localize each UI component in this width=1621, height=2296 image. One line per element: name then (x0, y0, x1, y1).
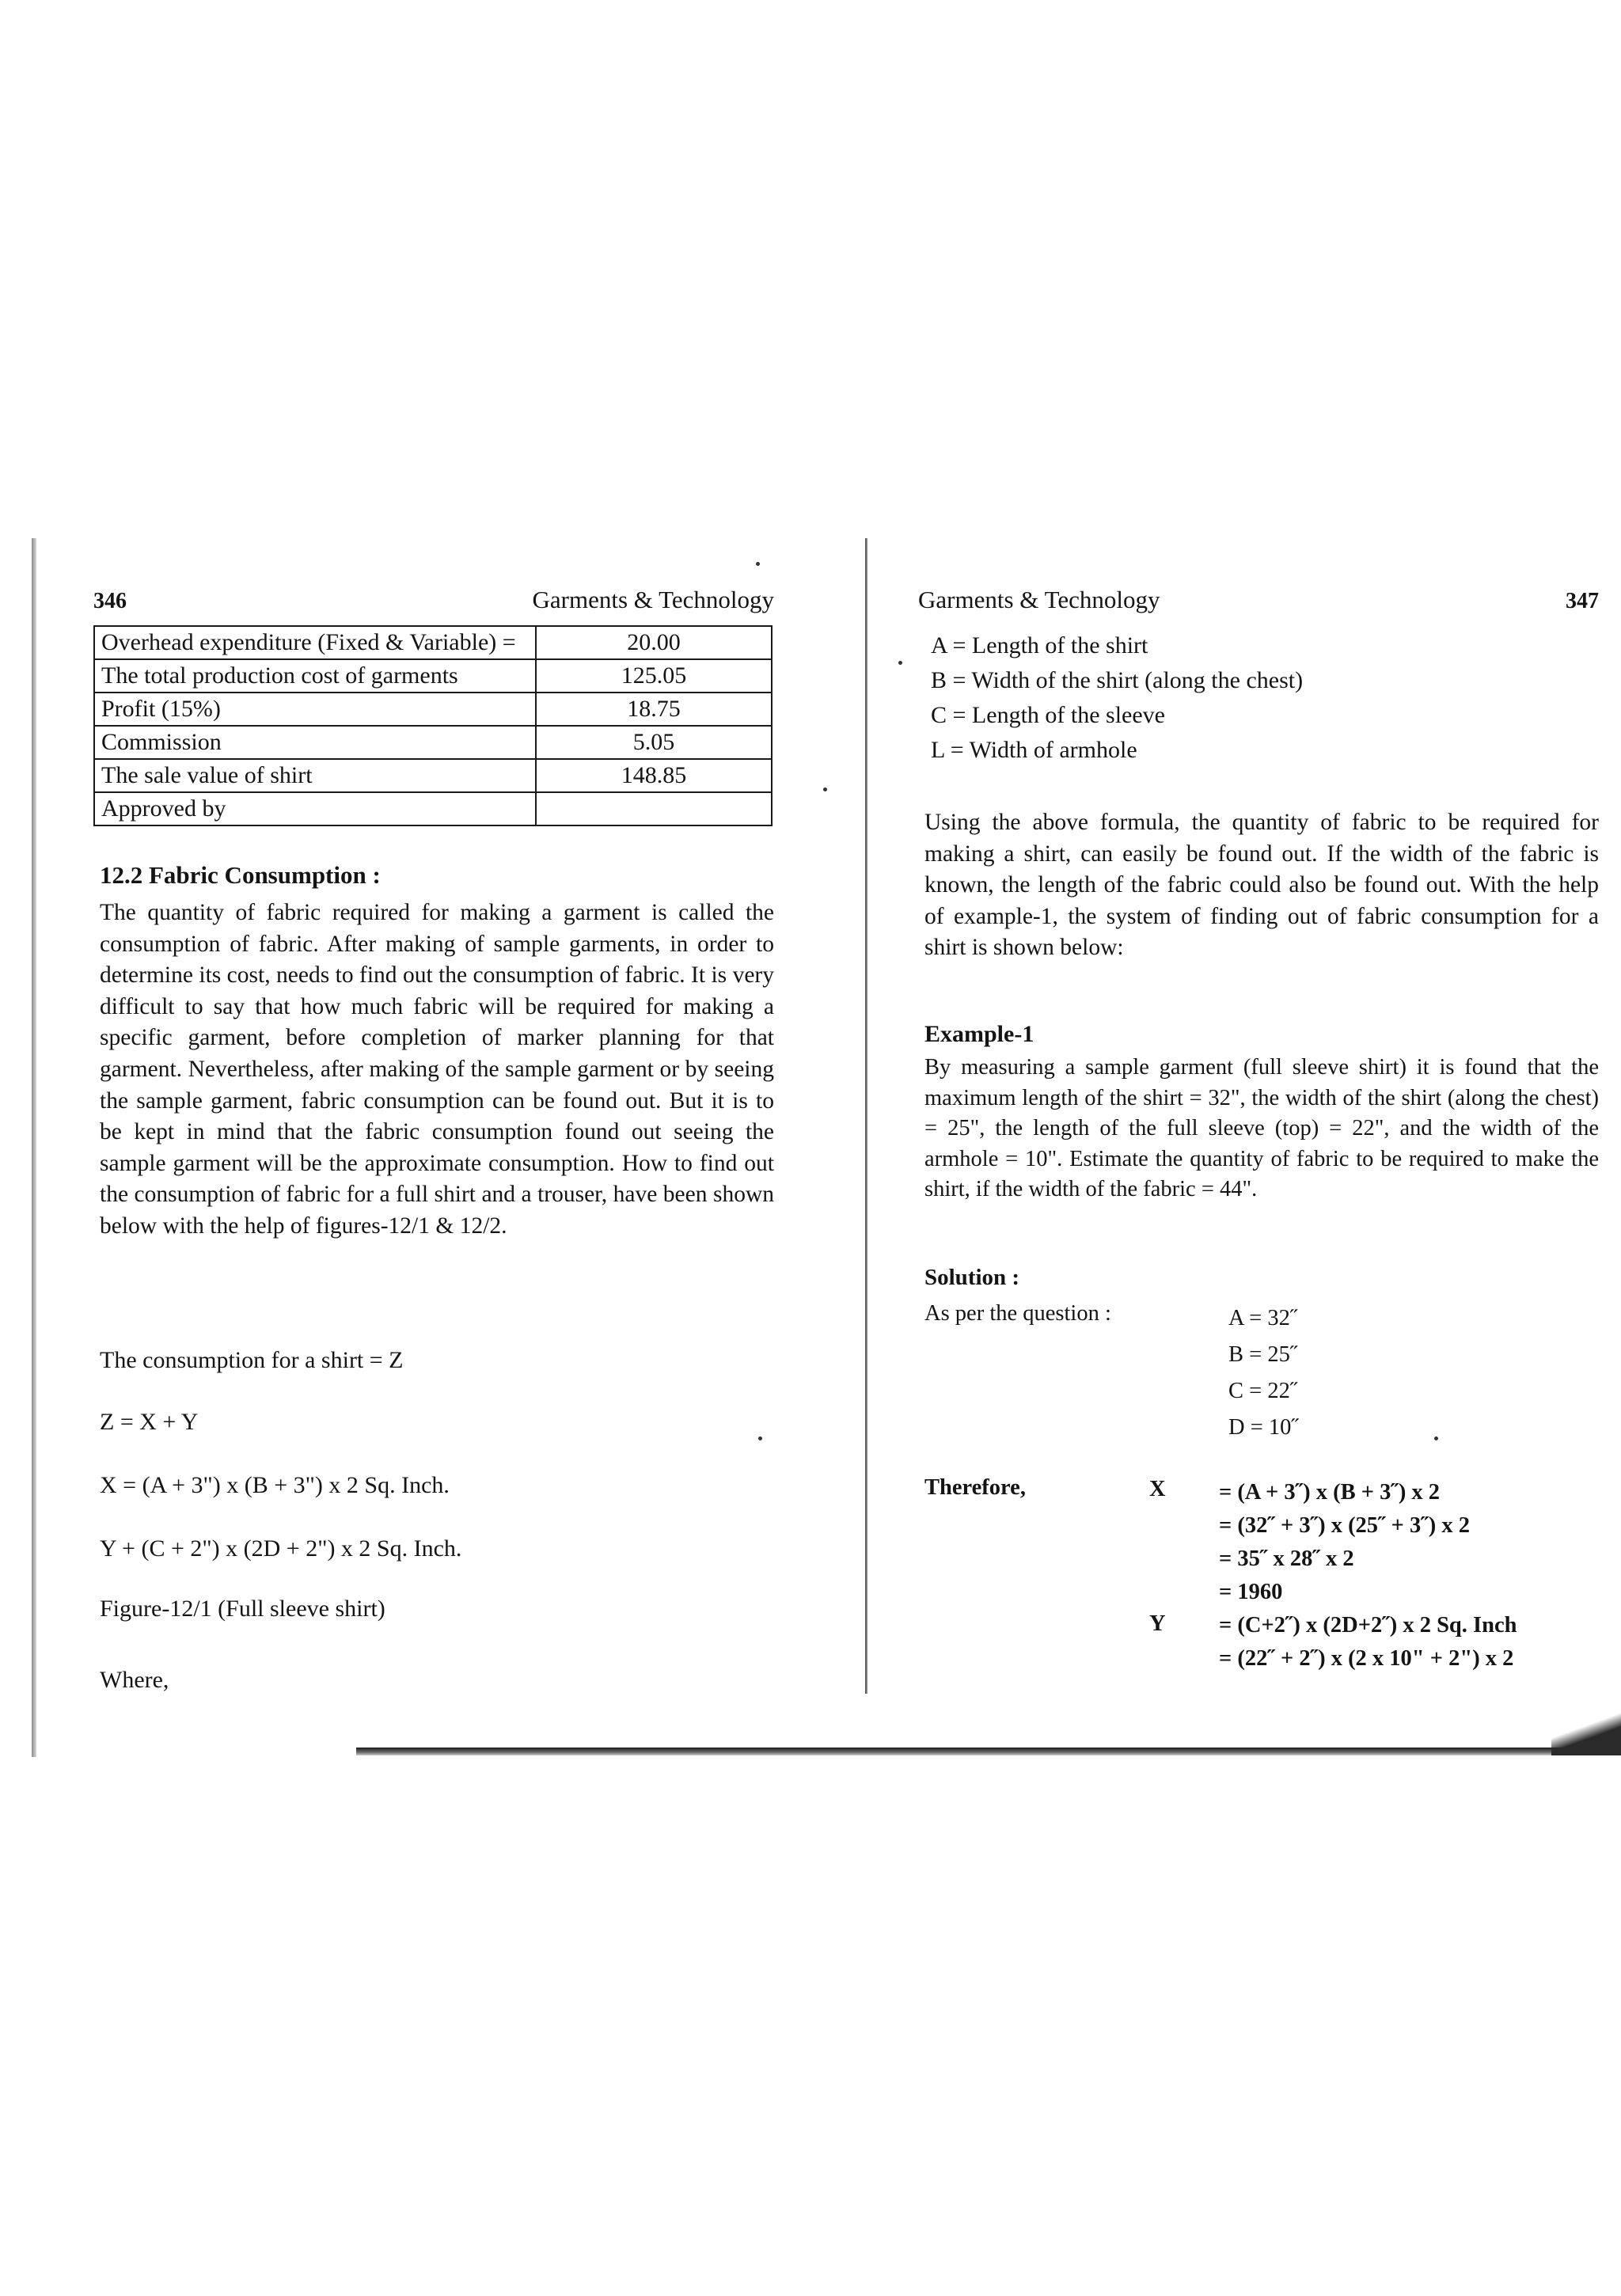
figure-caption: Figure-12/1 (Full sleeve shirt) (100, 1596, 385, 1622)
scan-speck (758, 1436, 762, 1440)
scan-speck (823, 787, 827, 791)
running-head-title: Garments & Technology (918, 586, 1160, 613)
x-step: = 1960 (1219, 1580, 1283, 1604)
table-row (94, 693, 772, 726)
table-cell-value: 125.05 (536, 659, 772, 693)
table-row (94, 726, 772, 759)
equation-y: Y + (C + 2") x (2D + 2") x 2 Sq. Inch. (100, 1535, 462, 1562)
definition-item: B = Width of the shirt (along the chest) (931, 667, 1304, 693)
value-c: C = 22˝ (1228, 1379, 1298, 1403)
table-row (94, 759, 772, 792)
table-cell-label: Profit (15%) (94, 693, 536, 726)
table-cell-value: 18.75 (536, 693, 772, 726)
y-label: Y (1149, 1611, 1166, 1636)
value-d: D = 10˝ (1228, 1415, 1299, 1440)
table-cell-value (536, 792, 772, 825)
scan-speck (1434, 1436, 1438, 1440)
right-running-head (918, 586, 1599, 620)
page-edge-corner (1551, 1710, 1621, 1755)
definition-item: A = Length of the shirt (931, 632, 1148, 658)
running-head-title: Garments & Technology (532, 586, 774, 613)
table-cell-label: Overhead expenditure (Fixed & Variable) = (94, 626, 536, 659)
table-row (94, 626, 772, 659)
table-cell-value: 5.05 (536, 726, 772, 759)
therefore-label: Therefore, (924, 1475, 1026, 1500)
x-step: = 35˝ x 28˝ x 2 (1219, 1546, 1354, 1571)
equation-z: Z = X + Y (100, 1409, 199, 1435)
definition-item: C = Length of the sleeve (931, 702, 1166, 728)
x-label: X (1149, 1477, 1166, 1501)
y-step: = (C+2˝) x (2D+2˝) x 2 Sq. Inch (1219, 1613, 1517, 1638)
left-page (93, 586, 774, 1693)
book-gutter (865, 538, 867, 1694)
scan-speck (756, 562, 760, 566)
x-step: = (A + 3˝) x (B + 3˝) x 2 (1219, 1480, 1441, 1505)
scan-speck (898, 661, 902, 665)
as-per-label: As per the question : (924, 1301, 1111, 1326)
example-body: By measuring a sample garment (full sleeve shirt) it is found that the maximum length of the shirt = 32", the width of the shirt (along the chest) = 25", the length of the full sleeve (top) = 22", and the width of the armhole = 10". Estimate the quantity of fabric to be required to make the shirt, if the width of the fabric = 44". (924, 1055, 1599, 1201)
table-cell-label: Commission (94, 726, 536, 759)
table-row (94, 792, 772, 825)
body-paragraph: The quantity of fabric required for making a garment is called the consumption of fabric. After making of sample garments, in order to determine its cost, needs to find out the consumption of fabric. It is very difficult to say that how much fabric will be required for making a specific garment, before completion of marker planning for that garment. Nevertheless, after making of the sample garment or by seeing the sample garment, fabric consumption can be found out. But it is to be kept in mind that the fabric consumption found out seeing the sample garment will be the approximate consumption. How to find out the consumption of fabric for a full shirt and a trouser, have been shown below with the help of figures-12/1 & 12/2. (100, 900, 774, 1239)
table-cell-label: The sale value of shirt (94, 759, 536, 792)
page-number: 347 (1566, 589, 1599, 613)
definition-item: L = Width of armhole (931, 737, 1137, 763)
consumption-line: The consumption for a shirt = Z (100, 1347, 404, 1373)
table-cell-value: 148.85 (536, 759, 772, 792)
table-cell-value: 20.00 (536, 626, 772, 659)
cost-table (93, 625, 773, 826)
y-step: = (22˝ + 2˝) x (2 x 10" + 2") x 2 (1219, 1646, 1514, 1671)
table-cell-label: The total production cost of garments (94, 659, 536, 693)
page-number: 346 (93, 589, 127, 613)
left-running-head (93, 586, 774, 620)
value-b: B = 25˝ (1228, 1342, 1298, 1367)
solution-title: Solution : (924, 1265, 1020, 1290)
equation-x: X = (A + 3") x (B + 3") x 2 Sq. Inch. (100, 1472, 450, 1498)
x-step: = (32˝ + 3˝) x (25˝ + 3˝) x 2 (1219, 1513, 1471, 1538)
definitions-list (931, 628, 1599, 768)
table-cell-label: Approved by (94, 792, 536, 825)
example-title: Example-1 (924, 1021, 1034, 1047)
value-a: A = 32˝ (1228, 1306, 1298, 1330)
page-edge-bottom (356, 1748, 1621, 1755)
where-label: Where, (100, 1667, 169, 1693)
page-edge-left (32, 538, 36, 1757)
right-page (918, 586, 1599, 1671)
body-paragraph: Using the above formula, the quantity of fabric to be required for making a shirt, can easily be found out. If the width of the fabric is known, the length of the fabric could also be found out. With the help of example-1, the system of finding out of fabric consumption for a shirt is shown below: (924, 810, 1599, 960)
section-title: 12.2 Fabric Consumption : (100, 861, 381, 889)
table-row (94, 659, 772, 693)
